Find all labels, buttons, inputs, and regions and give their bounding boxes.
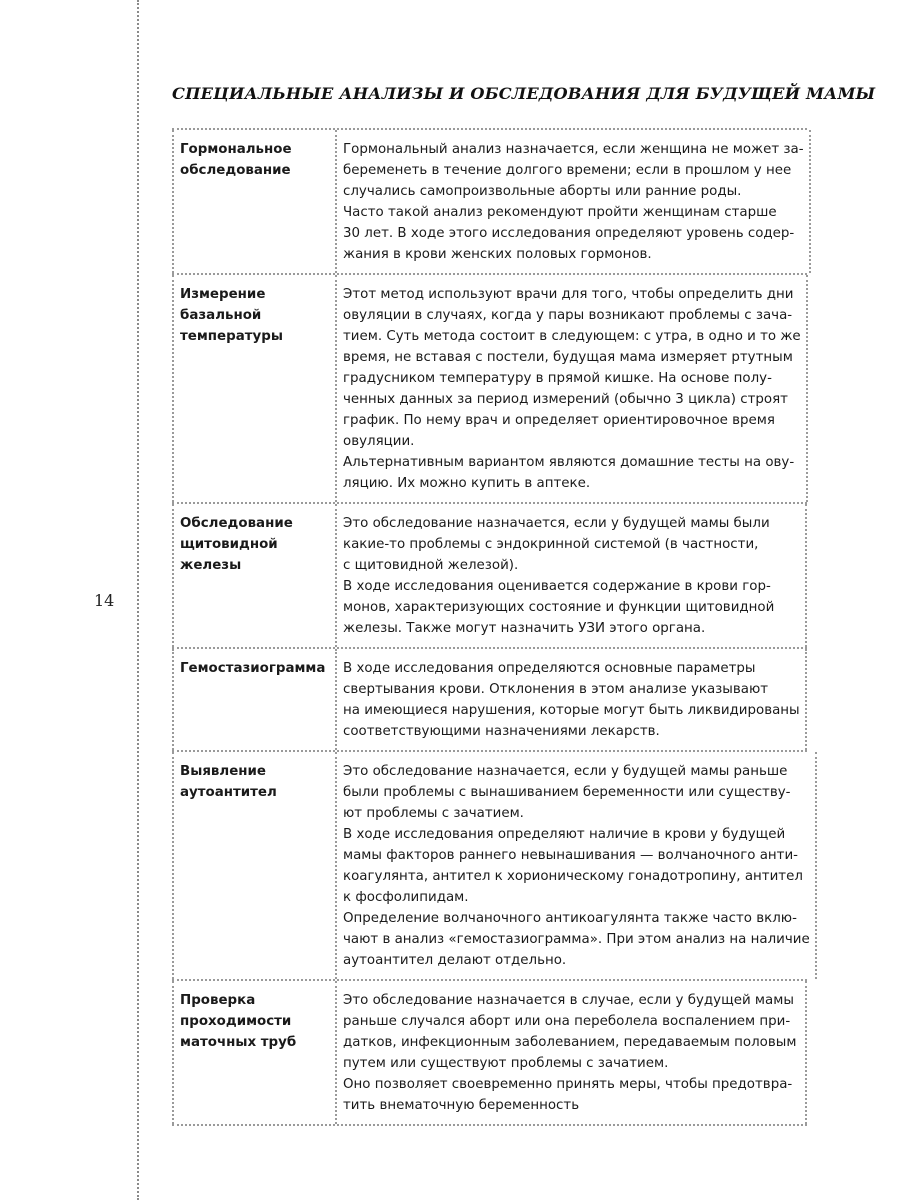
exam-name-line: железы [180,558,242,573]
description-line: монов, характеризующих состояние и функции щитовидной [343,600,775,615]
description-line: раньше случался аборт или она переболела воспалением при- [343,1014,791,1029]
description-line: овуляции. [343,434,415,449]
exam-name-line: аутоантител [180,785,277,800]
description-line: овуляции в случаях, когда у пары возникают проблемы с зача- [343,308,793,323]
description-line: график. По нему врач и определяет ориентировочное время [343,413,775,428]
description-line: ченных данных за период измерений (обычно 3 цикла) строят [343,392,788,407]
description-line: коагулянта, антител к хорионическому гонадотропину, антител [343,869,803,884]
exam-description [337,275,808,502]
description-line: В ходе исследования оценивается содержание в крови гор- [343,579,771,594]
description-line: Это обследование назначается в случае, если у будущей мамы [343,993,794,1008]
description-line: Оно позволяет своевременно принять меры, чтобы предотвра- [343,1077,793,1092]
exam-name-line: Выявление [180,764,266,779]
description-line: В ходе исследования определяются основные параметры [343,661,756,676]
description-line: Это обследование назначается, если у будущей мамы были [343,516,770,531]
description-line: какие-то проблемы с эндокринной системой (в частности, [343,537,759,552]
exam-name-line: маточных труб [180,1035,297,1050]
exam-name [172,130,337,273]
description-line: тием. Суть метода состоит в следующем: с утра, в одно и то же [343,329,801,344]
description-line: беременеть в течение долгого времени; если в прошлом у нее [343,163,792,178]
exam-name-line: щитовидной [180,537,278,552]
description-line: тить внематочную беременность [343,1098,580,1113]
description-line: Гормональный анализ назначается, если женщина не может за- [343,142,804,157]
description-line: с щитовидной железой). [343,558,519,573]
description-line: Это обследование назначается, если у будущей мамы раньше [343,764,788,779]
description-line: Альтернативным вариантом являются домашние тесты на ову- [343,455,795,470]
description-line: соответствующими назначениями лекарств. [343,724,660,739]
description-line: градусником температуру в прямой кишке. На основе полу- [343,371,772,386]
description-line: Этот метод используют врачи для того, чтобы определить дни [343,287,794,302]
exam-name-line: базальной [180,308,262,323]
description-line: Часто такой анализ рекомендуют пройти женщинам старше [343,205,777,220]
description-line: свертывания крови. Отклонения в этом анализе указывают [343,682,769,697]
description-line: датков, инфекционным заболеванием, передаваемым половым [343,1035,797,1050]
description-line: жания в крови женских половых гормонов. [343,247,652,262]
description-line: путем или существуют проблемы с зачатием. [343,1056,669,1071]
page-title: СПЕЦИАЛЬНЫЕ АНАЛИЗЫ И ОБСЛЕДОВАНИЯ ДЛЯ БУДУЩЕЙ МАМЫ [172,84,876,103]
exam-name [172,752,337,979]
exam-name-line: Проверка [180,993,256,1008]
exam-name-line: проходимости [180,1014,292,1029]
description-line: ляцию. Их можно купить в аптеке. [343,476,591,491]
exam-name-line: Гормональное [180,142,292,157]
exam-name-line: температуры [180,329,283,344]
description-line: 30 лет. В ходе этого исследования определяют уровень содер- [343,226,795,241]
page-number: 14 [94,591,115,610]
exam-description [337,504,807,647]
exam-description [337,752,817,979]
exam-name [172,649,337,750]
description-line: чают в анализ «гемостазиограмма». При этом анализ на наличие [343,932,810,947]
table-row [172,502,807,647]
description-line: мамы факторов раннего невынашивания — волчаночного анти- [343,848,798,863]
table-row [172,979,807,1126]
table-row [172,128,807,273]
exam-name [172,504,337,647]
exam-table [172,128,810,1126]
margin-dotted-line [137,0,139,1200]
exam-description [337,130,811,273]
description-line: к фосфолипидам. [343,890,469,905]
description-line: случались самопроизвольные аборты или ранние роды. [343,184,742,199]
table-row [172,647,807,750]
description-line: железы. Также могут назначить УЗИ этого органа. [343,621,706,636]
description-line: В ходе исследования определяют наличие в крови у будущей [343,827,786,842]
table-row [172,750,810,979]
exam-name-line: Гемостазиограмма [180,661,326,676]
exam-name-line: Обследование [180,516,293,531]
description-line: Определение волчаночного антикоагулянта также часто вклю- [343,911,797,926]
description-line: были проблемы с вынашиванием беременности или существу- [343,785,791,800]
description-line: аутоантител делают отдельно. [343,953,567,968]
exam-name [172,981,337,1124]
exam-name-line: Измерение [180,287,266,302]
exam-name-line: обследование [180,163,291,178]
description-line: на имеющиеся нарушения, которые могут быть ликвидированы [343,703,800,718]
table-row [172,273,807,502]
description-line: ют проблемы с зачатием. [343,806,524,821]
description-line: время, не вставая с постели, будущая мама измеряет ртутным [343,350,793,365]
exam-description [337,649,807,750]
exam-description [337,981,807,1124]
exam-name [172,275,337,502]
